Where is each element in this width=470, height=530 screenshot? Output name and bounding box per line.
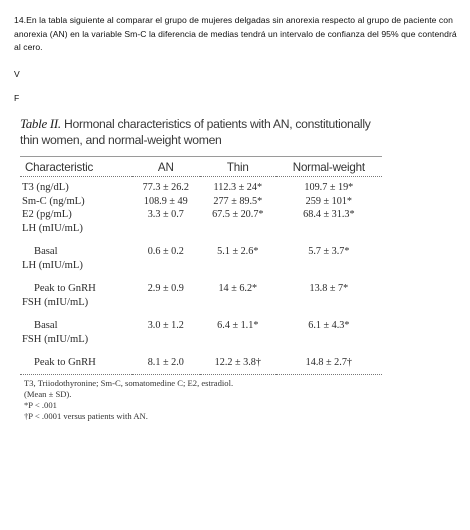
table-label: Table II. — [20, 116, 61, 131]
table-row — [20, 296, 382, 310]
cell-thin — [200, 296, 276, 310]
table-row-spacer — [20, 309, 382, 319]
hormone-table — [20, 156, 382, 375]
table-row — [20, 282, 382, 296]
row-name: E2 (pg/mL) — [22, 209, 72, 221]
cell-normal: 259 ± 101* — [305, 195, 353, 207]
cell-thin: 277 ± 89.5* — [213, 195, 263, 207]
table-caption — [20, 116, 382, 148]
row-name: FSH (mIU/mL) — [22, 333, 89, 345]
option-true[interactable]: V — [14, 69, 20, 79]
table-row — [20, 222, 382, 236]
table-row — [20, 259, 382, 273]
cell-thin: 12.2 ± 3.8† — [200, 356, 276, 374]
row-name: LH (mIU/mL) — [22, 222, 83, 234]
cell-an — [132, 296, 200, 310]
row-name: Peak to GnRH — [34, 283, 96, 295]
row-name: Basal — [34, 246, 58, 258]
cell-normal — [276, 296, 382, 310]
table-header-row — [20, 157, 382, 177]
row-name: Sm-C (ng/mL) — [22, 195, 85, 207]
cell-thin: 5.1 ± 2.6* — [217, 246, 259, 258]
table-row — [20, 245, 382, 259]
cell-an: 108.9 ± 49 — [143, 195, 188, 207]
table-row — [20, 356, 382, 374]
cell-an — [132, 222, 200, 236]
table-row-spacer — [20, 346, 382, 356]
table-figure — [20, 116, 382, 422]
table-row — [20, 195, 382, 209]
cell-normal: 6.1 ± 4.3* — [308, 320, 350, 332]
table-title: Hormonal characteristics of patients with AN, constitutionally thin women, and normal-weight women — [20, 117, 371, 147]
cell-normal: 5.7 ± 3.7* — [308, 246, 350, 258]
col-header-characteristic: Characteristic — [20, 157, 132, 177]
footnote: T3, Triiodothyronine; Sm-C, somatomedine C; E2, estradiol. — [24, 377, 234, 388]
cell-normal — [276, 333, 382, 347]
cell-an: 3.0 ± 1.2 — [147, 320, 184, 332]
row-name: Basal — [34, 320, 58, 332]
row-name: LH (mIU/mL) — [22, 259, 83, 271]
cell-thin — [200, 333, 276, 347]
col-header-an: AN — [132, 157, 200, 177]
cell-an: 77.3 ± 26.2 — [142, 182, 189, 194]
cell-thin — [200, 222, 276, 236]
cell-normal: 68.4 ± 31.3* — [303, 209, 355, 221]
footnote: *P < .001 — [24, 399, 57, 410]
cell-thin: 14 ± 6.2* — [218, 283, 258, 295]
option-false[interactable]: F — [14, 93, 20, 103]
cell-an: 2.9 ± 0.9 — [147, 283, 184, 295]
row-name: Peak to GnRH — [20, 356, 132, 374]
cell-an — [132, 259, 200, 273]
table-row — [20, 319, 382, 333]
col-header-normal-weight: Normal-weight — [276, 157, 382, 177]
cell-normal: 14.8 ± 2.7† — [276, 356, 382, 374]
table-row — [20, 177, 382, 195]
row-name: FSH (mIU/mL) — [22, 296, 89, 308]
cell-thin: 6.4 ± 1.1* — [217, 320, 259, 332]
table-row — [20, 333, 382, 347]
footnote: (Mean ± SD). — [24, 388, 72, 399]
table-row-spacer — [20, 272, 382, 282]
cell-thin: 67.5 ± 20.7* — [212, 209, 264, 221]
cell-an: 3.3 ± 0.7 — [147, 209, 184, 221]
cell-normal: 109.7 ± 19* — [304, 182, 354, 194]
question-text: 14.En la tabla siguiente al comparar el grupo de mujeres delgadas sin anorexia respecto al grupo de paciente con anorexia (AN) en la variable Sm-C la diferencia de medias tendrá un intervalo de confianza del 95% que contendrá al cero. — [14, 15, 457, 53]
table-footnotes — [20, 378, 382, 422]
row-name: T3 (ng/dL) — [22, 182, 69, 194]
cell-thin — [200, 259, 276, 273]
col-header-thin: Thin — [200, 157, 276, 177]
cell-normal — [276, 259, 382, 273]
cell-an: 8.1 ± 2.0 — [132, 356, 200, 374]
table-row-spacer — [20, 235, 382, 245]
footnote: †P < .0001 versus patients with AN. — [24, 410, 148, 421]
cell-normal: 13.8 ± 7* — [309, 283, 349, 295]
cell-normal — [276, 222, 382, 236]
cell-thin: 112.3 ± 24* — [213, 182, 263, 194]
cell-an — [132, 333, 200, 347]
table-row — [20, 208, 382, 222]
cell-an: 0.6 ± 0.2 — [147, 246, 184, 258]
